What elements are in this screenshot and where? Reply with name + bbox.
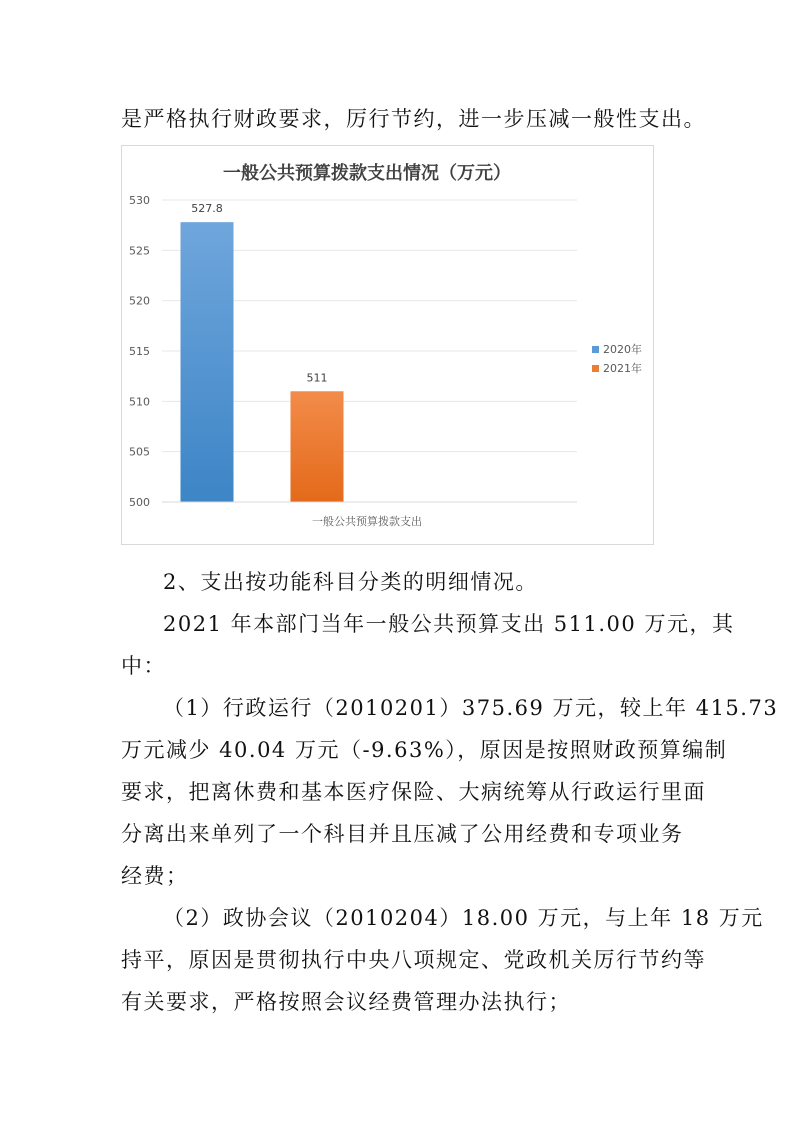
legend-swatch-2021 [592, 365, 599, 372]
legend-label-2021: 2021年 [603, 362, 642, 375]
y-tick-label: 500 [129, 496, 150, 509]
paragraph-line: 经费； [121, 864, 189, 888]
y-tick-label: 530 [129, 194, 150, 207]
y-tick-label: 525 [129, 244, 150, 258]
section-heading: 2、支出按功能科目分类的明细情况。 [163, 570, 538, 594]
legend-label-2020: 2020年 [603, 343, 642, 356]
legend [592, 342, 642, 375]
chart-canvas [122, 146, 653, 544]
chart-title: 一般公共预算拨款支出情况（万元） [223, 163, 511, 184]
paragraph-line: 万元减少 40.04 万元（-9.63%），原因是按照财政预算编制 [121, 738, 728, 762]
y-tick-label: 505 [129, 445, 150, 459]
paragraph-line: 分离出来单列了一个科目并且压减了公用经费和专项业务 [121, 822, 684, 846]
y-axis-ticks [129, 194, 150, 509]
paragraph-line: 2021 年本部门当年一般公共预算支出 511.00 万元，其 [163, 612, 735, 636]
paragraph-line: （1）行政运行（2010201）375.69 万元，较上年 415.73 [163, 696, 779, 720]
y-tick-label: 510 [129, 395, 150, 409]
legend-swatch-2020 [592, 346, 599, 353]
data-label-2020年: 527.8 [191, 202, 223, 216]
bars [181, 202, 344, 502]
y-tick-label: 515 [129, 345, 150, 358]
data-label-2021年: 511 [306, 371, 328, 385]
paragraph-line: 是严格执行财政要求，厉行节约，进一步压减一般性支出。 [121, 107, 706, 131]
x-category-label: 一般公共预算拨款支出 [312, 515, 422, 528]
paragraph-line: 要求，把离休费和基本医疗保险、大病统筹从行政运行里面 [121, 780, 706, 804]
bar-2021年 [291, 391, 344, 502]
paragraph-line: 持平，原因是贯彻执行中央八项规定、党政机关厉行节约等 [121, 948, 706, 972]
bar-chart [121, 145, 654, 545]
paragraph-line: （2）政协会议（2010204）18.00 万元，与上年 18 万元 [163, 906, 764, 930]
paragraph-line: 中： [121, 654, 166, 678]
paragraph-line: 有关要求，严格按照会议经费管理办法执行； [121, 990, 571, 1014]
bar-2020年 [181, 222, 234, 502]
y-tick-label: 520 [129, 294, 150, 308]
